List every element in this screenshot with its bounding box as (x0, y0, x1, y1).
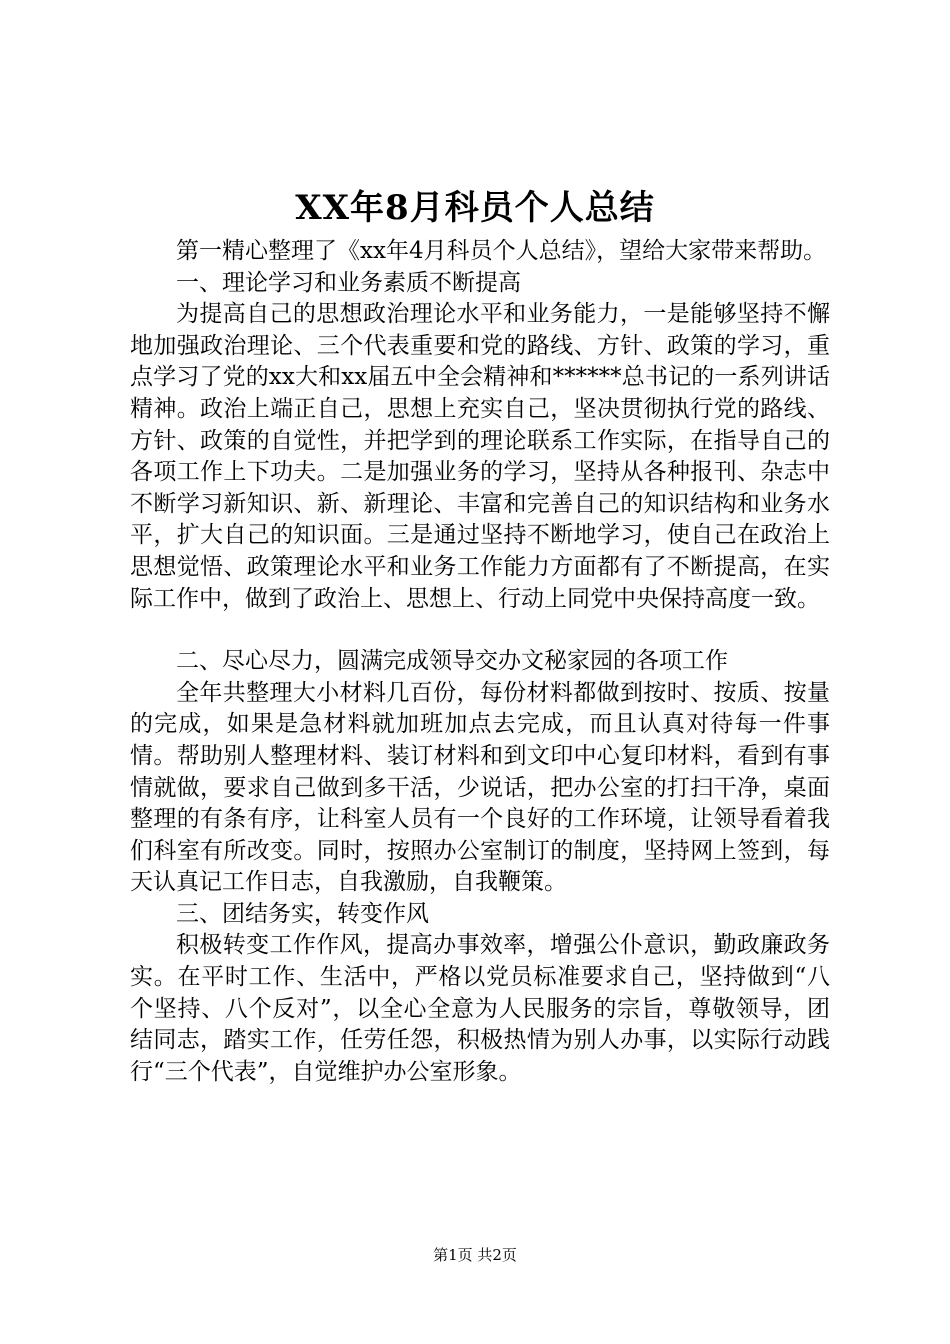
page-footer: 第1页 共2页 (433, 1246, 517, 1264)
document-title: XX年8月科员个人总结 (295, 188, 655, 228)
section-paragraph-3: 积极转变工作作风，提高办事效率，增强公仆意识，勤政廉政务实。在平时工作、生活中，严格以党员标准要求自己，坚持做到“八个坚持、八个反对”，以全心全意为人民服务的宗旨，尊敬领导，团结同志，踏实工作，任劳任怨，积极热情为别人办事，以实际行动践行“三个代表”，自觉维护办公室形象。 (130, 932, 830, 1085)
document-body (130, 236, 830, 1088)
section-heading-1: 一、理论学习和业务素质不断提高 (176, 269, 521, 296)
section-paragraph-2: 全年共整理大小材料几百份，每份材料都做到按时、按质、按量的完成，如果是急材料就加班加点去完成，而且认真对待每一件事情。帮助别人整理材料、装订材料和到文印中心复印材料，看到有事情就做，要求自己做到多干活，少说话，把办公室的打扫干净，桌面整理的有条有序，让科室人员有一个良好的工作环境，让领导看着我们科室有所改变。同时，按照办公室制订的制度，坚持网上签到，每天认真记工作日志，自我激励，自我鞭策。 (130, 679, 830, 896)
section-paragraph-1: 为提高自己的思想政治理论水平和业务能力，一是能够坚持不懈地加强政治理论、三个代表重要和党的路线、方针、政策的学习，重点学习了党的xx大和xx届五中全会精神和******总书记的一系列讲话精神。政治上端正自己，思想上充实自己，坚决贯彻执行党的路线、方针、政策的自觉性，并把学到的理论联系工作实际，在指导自己的各项工作上下功夫。二是加强业务的学习，坚持从各种报刊、杂志中不断学习新知识、新、新理论、丰富和完善自己的知识结构和业务水平，扩大自己的知识面。三是通过坚持不断地学习，使自己在政治上思想觉悟、政策理论水平和业务工作能力方面都有了不断提高，在实际工作中，做到了政治上、思想上、行动上同党中央保持高度一致。 (130, 301, 830, 612)
intro-paragraph: 第一精心整理了《xx年4月科员个人总结》，望给大家带来帮助。 (176, 238, 827, 264)
section-spacer (130, 615, 830, 646)
section-heading-3: 三、团结务实，转变作风 (176, 900, 429, 927)
section-heading-2: 二、尽心尽力，圆满完成领导交办文秘家园的各项工作 (176, 648, 728, 675)
